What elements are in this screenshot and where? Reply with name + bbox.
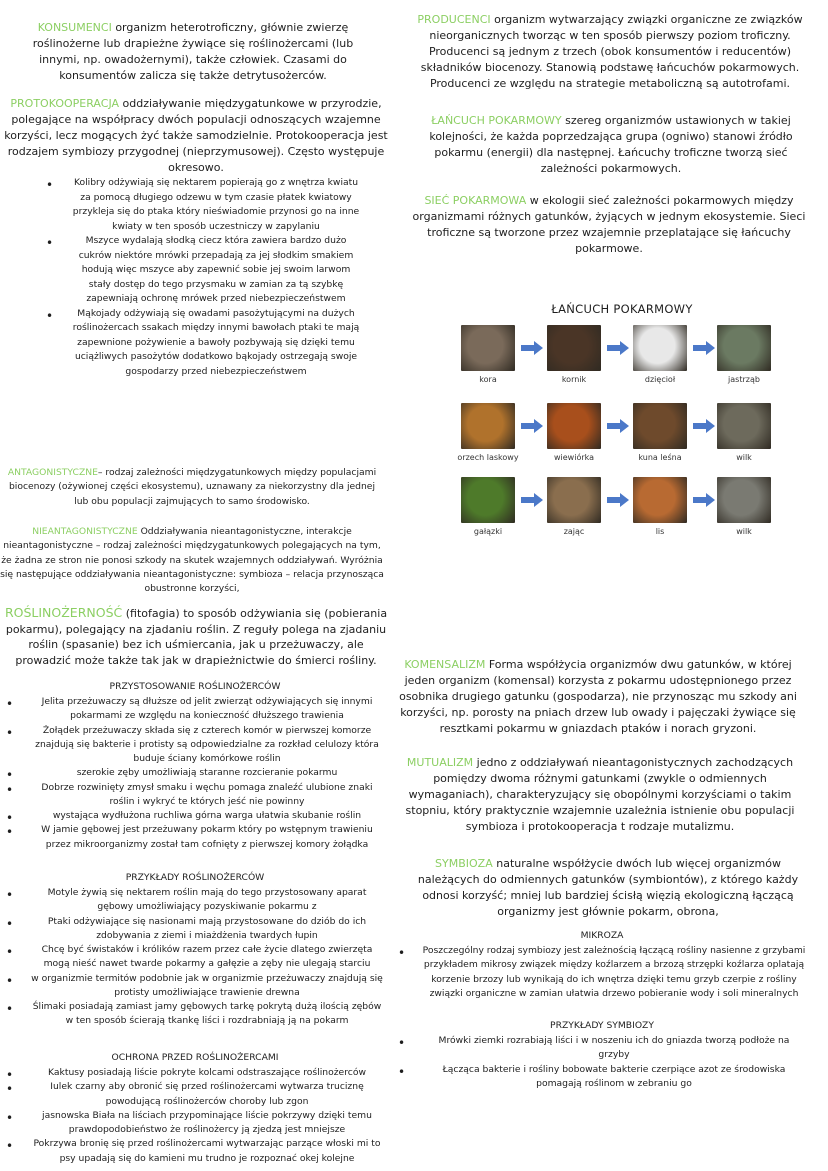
mikroza-list: [396, 944, 806, 1001]
term-roslinozernosc: ROŚLINOŻERNOŚĆ: [4, 605, 123, 620]
term-antagonistyczne: ANTAGONISTYCZNE: [7, 467, 98, 478]
arrow-right-icon: [607, 493, 629, 507]
organism-photo: [547, 325, 601, 371]
roslinozernosc-paragraph: [0, 604, 392, 669]
term-symbioza: SYMBIOZA: [435, 857, 493, 870]
mutualizm-paragraph: [400, 755, 800, 835]
mikroza-heading: MIKROZA: [580, 930, 624, 941]
list-item: • Żołądek przeżuwaczy składa się z czterech komór w pierwszej komorze znajdują się bakterie i protisty są odpowiedzialne za rozkład celulozy która buduje ściany komórkowe roślin: [4, 724, 384, 767]
arrow-right-icon: [521, 493, 543, 507]
przyklady-roslinozercow-list: [4, 886, 384, 1029]
organism-photo: [461, 403, 515, 449]
organism-caption: wiewiórka: [553, 453, 595, 462]
list-item: • Pokrzywa bronię się przed roślinożercami wytwarzając parzące włoski mi to psy upadają się do kamieni mu trudno je rozpoznać okej kolejne: [4, 1137, 384, 1166]
organism-caption: lis: [655, 527, 665, 536]
term-komensalizm: KOMENSALIZM: [404, 658, 486, 671]
mutualizm-text: jedno z oddziaływań nieantagonistycznych zachodzących pomiędzy dwoma różnymi gatunkami (zwykle o odmiennych wymaganiach), charakteryzujący się obopólnymi korzyściami o takim stopniu, który praktycznie wzajemnie uzależnia istnienie obu populacji symbioza i protokooperacja t rodzaje mutalizmu.: [405, 756, 795, 833]
organism-photo: [633, 325, 687, 371]
protokooperacja-list: [44, 176, 362, 379]
protokooperacja-paragraph: [0, 96, 392, 176]
antagonistyczne-text: – rodzaj zależności międzygatunkowych między populacjami biocenozy (ożywionej części ekosystemu), uznawany za niekorzystny dla jednej lub obu populacji zajmujących to samo środowisko.: [8, 467, 377, 507]
organism-photo: [547, 477, 601, 523]
organism-photo: [633, 477, 687, 523]
term-mutualizm: MUTUALIZM: [406, 756, 474, 769]
arrow-right-icon: [521, 341, 543, 355]
lancuch-paragraph: [410, 113, 812, 177]
przystosowanie-heading: PRZYSTOSOWANIE ROŚLINOŻERCÓW: [109, 681, 281, 692]
producenci-paragraph: [404, 12, 816, 92]
organism-photo: [717, 403, 771, 449]
arrow-right-icon: [693, 419, 715, 433]
arrow-right-icon: [607, 341, 629, 355]
list-item: • W jamie gębowej jest przeżuwany pokarm który po wstępnym trawieniu przez mikroorganizmy został tam cofnięty z pierwszej komory żołądka: [4, 823, 384, 852]
przystosowanie-list: [4, 695, 384, 852]
list-item: • Jelita przeżuwaczy są dłuższe od jelit zwierząt odżywiających się innymi pokarmami ze względu na konieczność dłuższego trawienia: [4, 695, 384, 724]
list-item: • w organizmie termitów podobnie jak w organizmie przeżuwaczy znajdują się protisty umożliwiające trawienie drewna: [4, 972, 384, 1001]
organism-photo: [547, 403, 601, 449]
food-chain-diagram-title: ŁAŃCUCH POKARMOWY: [551, 302, 693, 316]
term-siec-pokarmowa: SIEĆ POKARMOWA: [424, 194, 527, 207]
list-item: • Mszyce wydalają słodką ciecz która zawiera bardzo dużo cukrów niektóre mrówki przepadają za jej słodkim smakiem hodują więc mszyce aby zapewnić sobie jej swoim larwom stały dostęp do tego przysmaku w zamian za tą szybkę zapewniają ochronę mrówek przed niebezpieczeństwem: [44, 234, 362, 307]
organism-caption: wilk: [736, 527, 752, 536]
arrow-right-icon: [693, 493, 715, 507]
arrow-right-icon: [693, 341, 715, 355]
organism-caption: jastrząb: [728, 375, 760, 384]
siec-text: w ekologii sieć zależności pokarmowych między organizmami różnych gatunków, żyjących w jednym ekosystemie. Sieci troficzne są tworzone przez wzajemnie przeplatające się łańcuchy pokarmowe.: [412, 194, 806, 255]
list-item: • Kolibry odżywiają się nektarem popierają go z wnętrza kwiatu za pomocą długiego odzewu w tym czasie płatek kwiatowy przykleja się do ptaka który nieświadomie przynosi go na inne kwiaty w ten sposób uczestniczy w zapylaniu: [44, 176, 362, 234]
nieantagonistyczne-text: Oddziaływania nieantagonistyczne, interakcje nieantagonistyczne – rodzaj zależności międzygatunkowych polegających na tym, że żadna ze stron nie ponosi szkody na skutek wzajemnych oddziaływań. Wyróżnia się następujące oddziaływania nieantagonistyczne: symbioza – relacja przynosząca obustronne korzyści,: [0, 526, 384, 594]
organism-caption: kornik: [561, 375, 587, 384]
protokooperacja-text: oddziaływanie międzygatunkowe w przyrodzie, polegające na współpracy dwóch populacji odnoszących wzajemne korzyści, lecz mogących żyć także samodzielnie. Protokooperacja jest rodzajem symbiozy przygodnej (nieprzymusowej). Często występuje okresowo.: [4, 97, 388, 174]
list-item: • Motyle żywią się nektarem roślin mają do tego przystosowany aparat gębowy umożliwiający pozyskiwanie pokarmu z: [4, 886, 384, 915]
term-lancuch-pokarmowy: ŁAŃCUCH POKARMOWY: [431, 114, 562, 127]
food-chain-diagram: [455, 325, 789, 545]
list-item: • Ślimaki posiadają zamiast jamy gębowych tarkę pokrytą dużą ilością zębów w ten sposób ścierają tkankę liści i rozdrabniają ją na pokarm: [4, 1000, 384, 1029]
list-item: • Łącząca bakterie i rośliny bobowate bakterie czerpiące azot ze środowiska pomagają roślinom w zebraniu go: [396, 1063, 806, 1092]
organism-photo: [717, 325, 771, 371]
konsumenci-text: organizm heterotroficzny, głównie zwierzę roślinożerne lub drapieżne żywiące się roślinożercami (lub innymi, np. owadożernymi), także człowiek. Czasami do konsumentów zalicza się także detrytusożerców.: [32, 21, 354, 82]
antagonistyczne-paragraph: [4, 466, 380, 509]
organism-caption: zając: [563, 527, 585, 536]
arrow-right-icon: [607, 419, 629, 433]
organism-photo: [717, 477, 771, 523]
term-nieantagonistyczne: NIEANTAGONISTYCZNE: [32, 526, 138, 537]
siec-paragraph: [402, 193, 816, 257]
list-item: • Ptaki odżywiające się nasionami mają przystosowane do dziób do ich zdobywania z ziemi i miażdżenia twardych łupin: [4, 915, 384, 944]
list-item: • Dobrze rozwinięty zmysł smaku i węchu pomaga znaleźć ulubione znaki roślin i wykryć te których jeść nie powinny: [4, 781, 384, 810]
przyklady-roslinozercow-heading: PRZYKŁADY ROŚLINOŻERCÓW: [125, 872, 265, 883]
organism-caption: kora: [479, 375, 497, 384]
nieantagonistyczne-paragraph: [0, 525, 384, 596]
arrow-right-icon: [521, 419, 543, 433]
list-item: • Iulek czarny aby obronić się przed roślinożercami wytwarza truciznę powodującą roślinożerców choroby lub zgon: [4, 1080, 384, 1109]
producenci-text: organizm wytwarzający związki organiczne ze związków nieorganicznych tworząc w ten sposób pierwszy poziom troficzny. Producenci są jednym z trzech (obok konsumentów i reducentów) składników biocenozy. Stanowią podstawę łańcuchów pokarmowych. Producenci ze względu na strategie metaboliczną są autotrofami.: [420, 13, 803, 90]
organism-caption: wilk: [736, 453, 752, 462]
lancuch-text: szereg organizmów ustawionych w takiej kolejności, że każda poprzedzająca grupa (ogniwo) stanowi źródło pokarmu (energii) dla następnej. Łańcuchy troficzne tworzą sieć zależności pokarmowych.: [429, 114, 793, 175]
roslinozernosc-text: (fitofagia) to sposób odżywiania się (pobierania pokarmu), polegający na zjadaniu roślin. Z reguły polega na zjadaniu roślin (spasanie) bez ich uśmiercania, jak u przeżuwaczy, ale prowadzić może także tak jak w drapieżnictwie do śmierci rośliny.: [5, 607, 388, 667]
organism-photo: [461, 325, 515, 371]
list-item: • Chcę być świstaków i królików razem przez całe życie dlatego zwierzęta mogą nieść nawet twarde pokarmy a gałęzie a zęby nie ulegają starciu: [4, 943, 384, 972]
term-protokooperacja: PROTOKOOPERACJA: [10, 97, 120, 110]
list-item: • Poszczególny rodzaj symbiozy jest zależnością łączącą rośliny nasienne z grzybami przykładem mikrosy związek między koźlarzem a brzozą strzępki koźlarza oplatają korzenie brzozy lub wynikają do ich wnętrza dzięki temu grzyb czerpie z rośliny związki organiczne w zamian ułatwia drzewo pobieranie wody i soli mineralnych: [396, 944, 806, 1001]
organism-caption: orzech laskowy: [457, 453, 519, 462]
przyklady-symbiozy-list: [396, 1034, 806, 1091]
organism-photo: [633, 403, 687, 449]
organism-photo: [461, 477, 515, 523]
organism-caption: kuna leśna: [638, 453, 682, 462]
symbioza-paragraph: [408, 856, 808, 920]
list-item: • jasnowska Biała na liściach przypominające liście pokrzywy dzięki temu prawdopodobieństwo że roślinożercy ją zjedzą jest mniejsze: [4, 1109, 384, 1138]
komensalizm-text: Forma współżycia organizmów dwu gatunków, w której jeden organizm (komensal) korzysta z pokarmu udostępnionego przez osobnika drugiego gatunku (gospodarza), nie przynosząc mu szkody ani korzyści, np. porosty na pniach drzew lub owady i pajęczaki żywiące się resztkami pokarmu w gniazdach ptaków i norach gryzoni.: [399, 658, 797, 735]
organism-caption: gałązki: [473, 527, 503, 536]
list-item: • szerokie zęby umożliwiają staranne rozcieranie pokarmu: [4, 766, 384, 780]
list-item: • wystająca wydłużona ruchliwa górna warga ułatwia skubanie roślin: [4, 809, 384, 823]
term-konsumenci: KONSUMENCI: [37, 21, 112, 34]
konsumenci-paragraph: [18, 20, 368, 84]
list-item: • Kaktusy posiadają liście pokryte kolcami odstraszające roślinożerców: [4, 1066, 384, 1080]
przyklady-symbiozy-heading: PRZYKŁADY SYMBIOZY: [550, 1020, 654, 1031]
list-item: • Mrówki ziemki rozrabiają liści i w noszeniu ich do gniazda tworzą podłoże na grzyby: [396, 1034, 806, 1063]
ochrona-list: [4, 1066, 384, 1166]
list-item: • Mąkojady odżywiają się owadami pasożytującymi na dużych roślinożercach ssakach między innymi bawołach ptaki te mają zapewnione pożywienie a bawoły pozbywają się dzięki temu uciążliwych pasożytów dodatkowo bąkojady ostrzegają swoje gospodarzy przed niebezpieczeństwem: [44, 307, 362, 380]
term-producenci: PRODUCENCI: [417, 13, 491, 26]
organism-caption: dzięcioł: [644, 375, 676, 384]
ochrona-heading: OCHRONA PRZED ROŚLINOŻERCAMI: [111, 1052, 279, 1063]
symbioza-text: naturalne współżycie dwóch lub więcej organizmów należących do odmiennych gatunków (symbiontów), z którego każdy odnosi korzyść; mniej lub bardziej ścisłą więzią ekologiczną łączącą organizmy jest głównie pokarm, obrona,: [417, 857, 799, 918]
komensalizm-paragraph: [396, 657, 800, 737]
